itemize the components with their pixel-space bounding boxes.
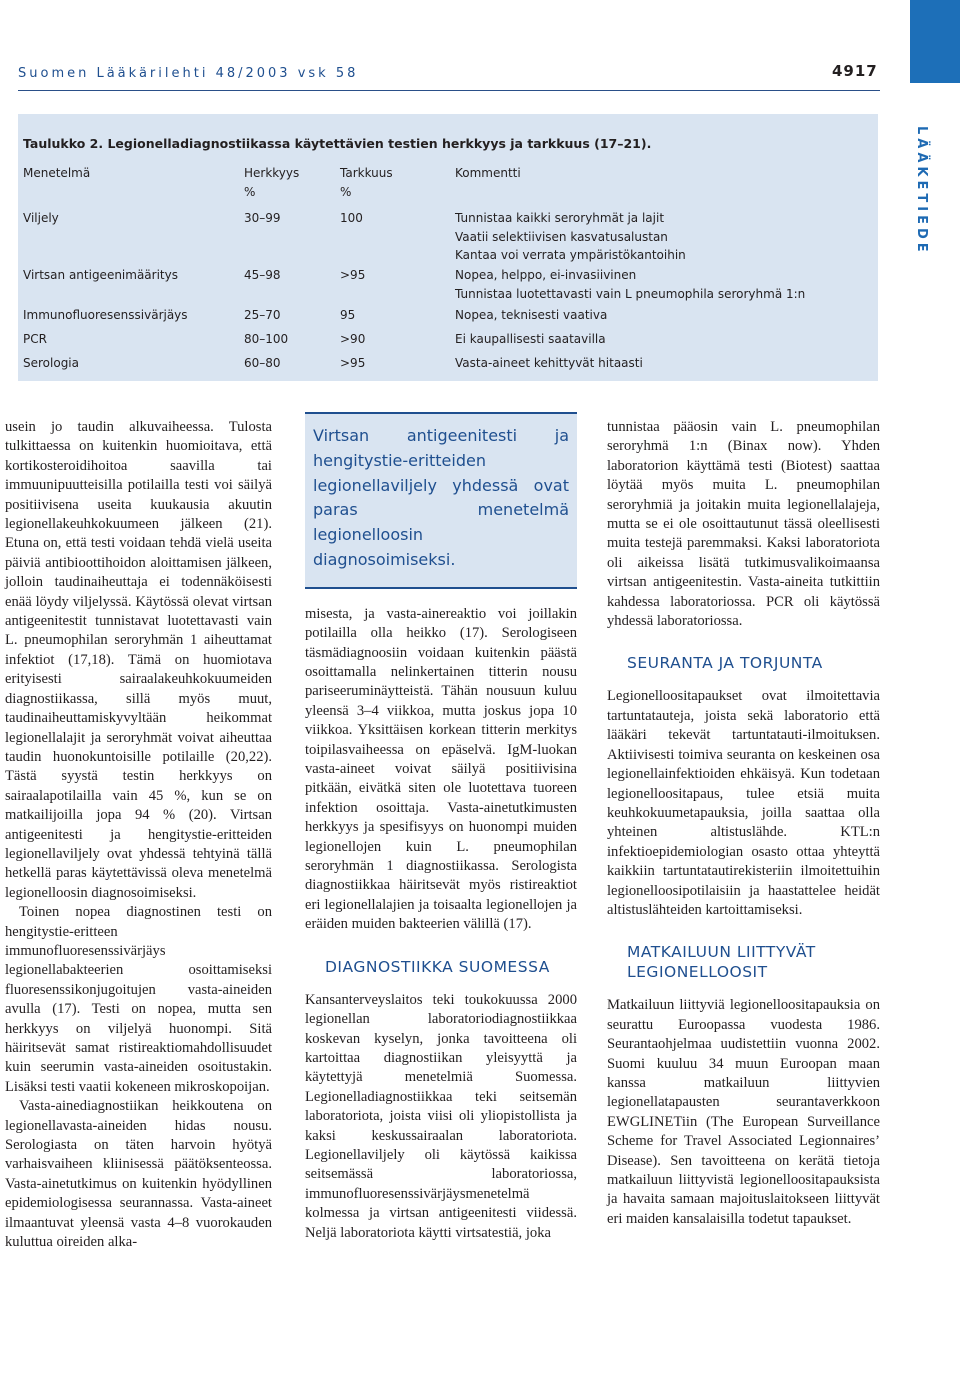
paragraph: misesta, ja vasta-ainereaktio voi joillakin potilailla olla heikko (17). Serologiseen täsmädiagnoosiin voidaan kuitenkin päästä osoittamalla nelinkertainen titterin nousu pariseeruminäytteistä. Tähän nousuun kuluu yleensä 3–4 viikkoa, mutta joskus jopa 10 viikkoa. Yksittäisen korkean titterin merkitys toipilasvaiheessa on epäselvä. IgM-luokan vasta-aineet voivat säilyä positiivisina pitkään, eivätkä siten ole luotettava tuoreen infektion osoittaja. Vasta-ainetutkimusten herkkyys ja spesifisyys on huonompi muiden legionellojen kuin L. pneumophilan seroryhmän 1 diagnostiikassa. Serologista diagnostiikkaa häiritsevät myös ristireaktiot eri legionellalajien ja toisaalta legionellojen ja eräiden muiden bakteerien välillä (17). — [305, 605, 577, 933]
table-header-sensitivity: Herkkyys % — [244, 166, 300, 199]
table-cell: >95 — [340, 268, 366, 282]
table-cell: >90 — [340, 332, 366, 346]
section-tab-block — [910, 0, 960, 83]
text-column-2 — [305, 412, 577, 1243]
table-cell: Ei kaupallisesti saatavilla — [455, 332, 606, 346]
table-cell: 80–100 — [244, 332, 289, 346]
table-cell: Vasta-aineet kehittyvät hitaasti — [455, 356, 643, 370]
table-cell: 25–70 — [244, 308, 281, 322]
table-header-specificity: Tarkkuus % — [340, 166, 393, 199]
table-cell: 45–98 — [244, 268, 281, 282]
page-number: 4917 — [832, 62, 878, 80]
table-cell: PCR — [23, 332, 47, 346]
paragraph: Legionelloositapaukset ovat ilmoitettavia tartuntatauteja, joista sekä laboratorio että lääkäri tekevät tartuntatauti-ilmoituksen. Aktiivisesti toimiva seuranta on keskeinen osa legionellainfektioiden ehkäisyä. Kun todetaan legionelloositapaus, tulee etsiä muita keuhkokuumetapauksia, joilla saattaa olla yhteinen altistuslähde. KTL:n infektioepidemiologian osasto ottaa yhteyttä kaikkiin tartuntatautirekisteriin ilmoitettuihin legionelloosipotilaisiin ja haastattelee heidät altistuslähteiden kartoittamiseksi. — [607, 688, 880, 918]
paragraph: Toinen nopea diagnostinen testi on hengitystie-eritteen immunofluoresenssivärjäys legionellabakteerien osoittamiseksi fluoresenssikonjugoitujen vasta-aineiden avulla (17). Testi on nopea, mutta sen herkkyys on viljelyä huonompi. Sitä häiritsevät samat ristireaktiomahdollisuudet kuin seerumin vasta-aineiden osoitustakin. Lisäksi testi vaatii kokeneen mikroskopoijan. — [5, 904, 272, 1095]
paragraph: usein jo taudin alkuvaiheessa. Tulosta tulkittaessa on kuitenkin huomioitava, että kortikosteroidihoitoa saavilla tai immuunipuutteisilla potilailla testi voi säilyä positiivisena useita kuukausia akuutin legionellakeuhkokuumeen jälkeen (21). Etuna on, että testi voidaan tehdä vielä useita päiviä antibioottihoidon aloittamisen jälkeen, jolloin taudinaiheuttaja ei todennäköisesti enää löydy viljelyssä. Käytössä olevat virtsan antigeenitestit tunnistavat luotettavasti vain L. pneumophilan seroryhmän 1 aiheuttamat infektiot (17,18). Tämä on huomiotava erityisesti sairaalakeuhkokuumeiden diagnostiikassa, sillä myös muut, taudinaiheuttamiskyvyltään heikommat legionellalajit ja seroryhmät voivat aiheuttaa taudin huonokuntoisille potilaille (20,22). Tästä syystä testin herkkyys on sairaalapotilailla vain 45 %, kun se on matkailijoilla jopa 94 % (20). Virtsan antigeenitesti ja hengitystie-eritteiden legionellaviljely ovat yhdessä tehtyinä tällä hetkellä paras käytettävissä oleva menetelmä legionelloosin diagnosoimiseksi. — [5, 419, 272, 901]
section-heading: MATKAILUUN LIITTYVÄT LEGIONELLOOSIT — [627, 943, 816, 982]
paragraph: Kansanterveyslaitos teki toukokuussa 2000 legionellan laboratoriodiagnostiikkaa koskevan kyselyn, jonka tavoitteena oli kartoittaa diagnostiikan yleisyyttä ja käytettyjä menetelmiä Suomessa. Legionelladiagnostiikkaa teki seitsemän laboratoriota, joista viisi oli yliopistollista ja kaksi keskussairaalan laboratoriota. Legionellaviljely oli käytössä kaikissa seitsemässä laboratoriossa, immunofluoresenssivärjäysmenetelmä kolmessa ja virtsan antigeenitesti viidessä. Neljä laboratoriota käytti virtsatestiä, joka — [305, 991, 577, 1241]
table-header-comment: Kommentti — [455, 166, 521, 180]
section-heading: SEURANTA JA TORJUNTA — [627, 654, 823, 673]
text-column-1 — [5, 418, 272, 1252]
table-cell: Viljely — [23, 211, 59, 225]
header-rule — [18, 90, 880, 91]
table-cell: 60–80 — [244, 356, 281, 370]
paragraph: tunnistaa pääosin vain L. pneumophilan seroryhmä 1:n (Binax now). Yhden laboratorion käyttämä testi (Biotest) saattaa löytää myös muita L. pneumophilan seroryhmiä ja joitakin muita legionellalajeja, mutta se ei ole osoittautunut tässä oleellisesti muita testejä paremmaksi. Kaksi laboratoriota oli aikeissa lisätä tutkimusvalikoimaansa virtsan antigeenitestin. Vasta-aineita tutkittiin kahdessa laboratoriossa. PCR oli käytössä yhdessä laboratoriossa. — [607, 419, 880, 630]
journal-header: Suomen Lääkärilehti 48/2003 vsk 58 — [18, 66, 359, 81]
pull-quote: Virtsan antigeenitesti ja hengitystie-eritteiden legionellaviljely yhdessä ovat paras menetelmä legionelloosin diagnosoimiseksi. — [305, 412, 577, 589]
table-cell: Immunofluoresenssivärjäys — [23, 308, 188, 322]
table-cell: Virtsan antigeenimääritys — [23, 268, 178, 282]
table-cell: Nopea, helppo, ei-invasiivinen Tunnistaa luotettavasti vain L pneumophila seroryhmä 1:n — [455, 268, 806, 301]
paragraph: Matkailuun liittyviä legionelloositapauksia on seurattu Euroopassa vuodesta 1986. Seurantaohjelmaa uudistettiin vuonna 2002. Suomi kuuluu 34 muun Euroopan maan kanssa matkailuun liittyvien legionellatapausten seurantaverkkoon EWGLINETiin (The European Surveillance Scheme for Travel Associated Legionnaires’ Disease). Sen tavoitteena on kerätä tietoja matkailuun liittyvistä legionelloositapauksista ja havaita samaan majoituslaitokseen liittyvät eri maiden kansalaisilla todetut tapaukset. — [607, 997, 880, 1227]
table-cell: >95 — [340, 356, 366, 370]
table-2 — [18, 114, 878, 381]
table-cell: 95 — [340, 308, 356, 322]
table-caption: Taulukko 2. Legionelladiagnostiikassa käytettävien testien herkkyys ja tarkkuus (17–21). — [23, 136, 652, 151]
paragraph: Vasta-ainediagnostiikan heikkoutena on legionellavasta-aineiden hidas nousu. Serologiasta on täten harvoin hyötyä varhaisvaiheen kliinisessä päätöksenteossa. Vasta-ainetutkimus on kuitenkin hyödyllinen epidemiologisessa seurannassa. Vasta-aineet ilmaantuvat yleensä vasta 4–8 vuorokauden kuluttua oireiden alka- — [5, 1098, 272, 1251]
section-heading: DIAGNOSTIIKKA SUOMESSA — [325, 957, 550, 976]
table-cell: Serologia — [23, 356, 79, 370]
text-column-3 — [607, 418, 880, 1229]
table-cell: 100 — [340, 211, 363, 225]
section-label: LÄÄKETIEDE — [914, 126, 929, 256]
table-cell: Nopea, teknisesti vaativa — [455, 308, 608, 322]
table-header-method: Menetelmä — [23, 166, 91, 180]
table-cell: Tunnistaa kaikki seroryhmät ja lajit Vaatii selektiivisen kasvatusalustan Kantaa voi verrata ympäristökantoihin — [455, 211, 686, 262]
table-cell: 30–99 — [244, 211, 281, 225]
